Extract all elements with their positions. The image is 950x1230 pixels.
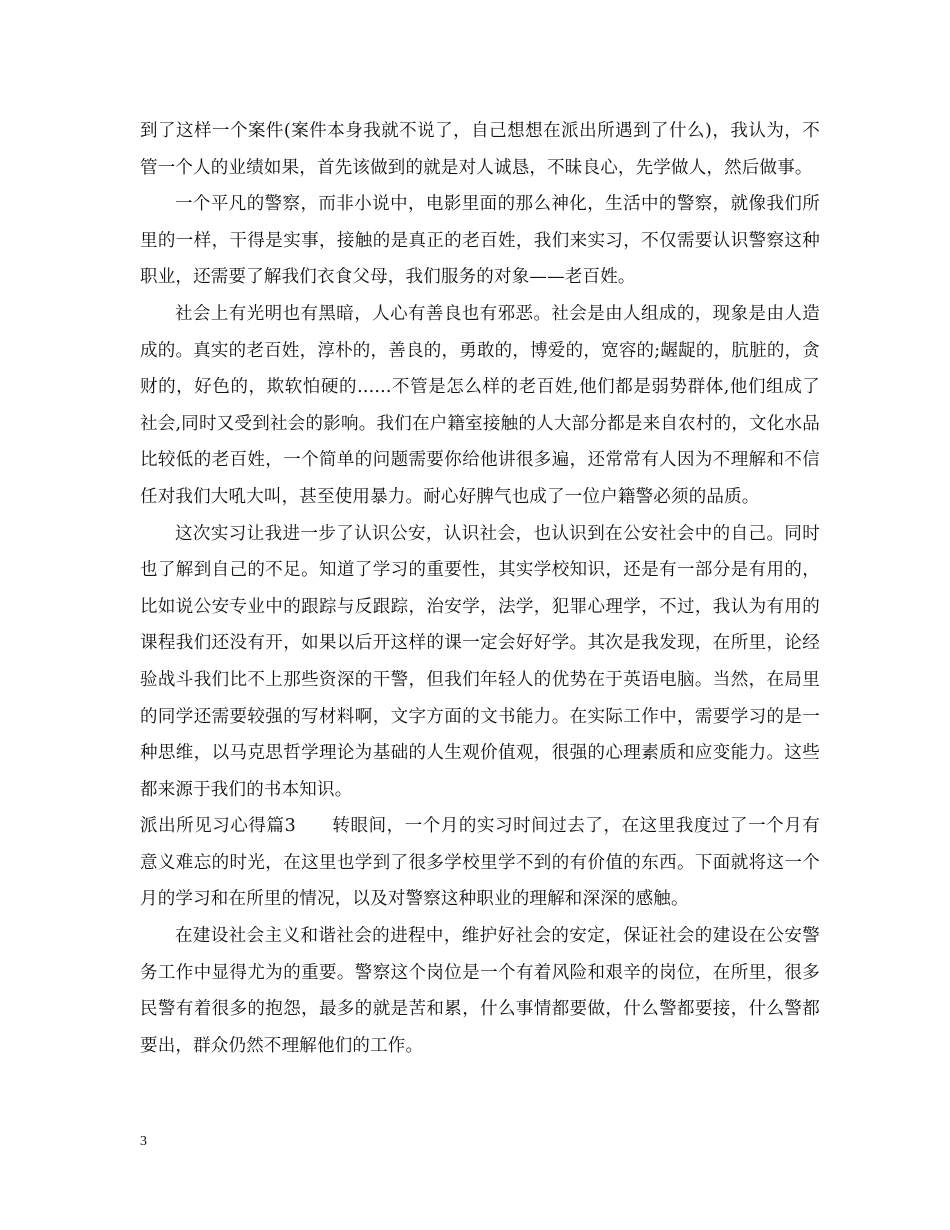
paragraph: 社会上有光明也有黑暗，人心有善良也有邪恶。社会是由人组成的，现象是由人造成的。真实的老百姓，淳朴的，善良的，勇敢的，博爱的，宽容的;龌龊的，肮脏的，贪财的，好色的，欺软怕硬的......不管是怎么样的老百姓,他们都是弱势群体,他们组成了社会,同时又受到社会的影响。我们在户籍室接触的人大部分都是来自农村的，文化水品比较低的老百姓，一个简单的问题需要你给他讲很多遍，还常常有人因为不理解和不信任对我们大吼大叫，甚至使用暴力。耐心好脾气也成了一位户籍警必须的品质。 bbox=[140, 303, 820, 507]
paragraph: 这次实习让我进一步了认识公安，认识社会，也认识到在公安社会中的自己。同时也了解到自己的不足。知道了学习的重要性，其实学校知识，还是有一部分是有用的，比如说公安专业中的跟踪与反跟踪，治安学，法学，犯罪心理学，不过，我认为有用的课程我们还没有开，如果以后开这样的课一定会好好学。其次是我发现，在所里，论经验战斗我们比不上那些资深的干警，但我们年轻人的优势在于英语电脑。当然，在局里的同学还需要较强的写材料啊，文字方面的文书能力。在实际工作中，需要学习的是一种思维，以马克思哲学理论为基础的人生观价值观，很强的心理素质和应变能力。这些都来源于我们的书本知识。 bbox=[140, 523, 820, 800]
paragraph: 到了这样一个案件(案件本身我就不说了，自己想想在派出所遇到了什么)，我认为，不管一个人的业绩如果，首先该做到的就是对人诚恳，不昧良心，先学做人，然后做事。 bbox=[140, 121, 820, 178]
paragraph-section-heading: 派出所见习心得篇3 转眼间，一个月的实习时间过去了，在这里我度过了一个月有意义难忘的时光，在这里也学到了很多学校里学不到的有价值的东西。下面就将这一个月的学习和在所里的情况，以及对警察这种职业的理解和深深的感触。 bbox=[140, 816, 820, 910]
paragraph: 一个平凡的警察，而非小说中，电影里面的那么神化，生活中的警察，就像我们所里的一样，干得是实事，接触的是真正的老百姓，我们来实习，不仅需要认识警察这种职业，还需要了解我们衣食父母，我们服务的对象——老百姓。 bbox=[140, 194, 820, 288]
page-number: 3 bbox=[140, 1134, 147, 1149]
body-text bbox=[140, 113, 820, 1064]
paragraph: 在建设社会主义和谐社会的进程中，维护好社会的安定，保证社会的建设在公安警务工作中显得尤为的重要。警察这个岗位是一个有着风险和艰辛的岗位，在所里，很多民警有着很多的抱怨，最多的就是苦和累，什么事情都要做，什么警都要接，什么警都要出，群众仍然不理解他们的工作。 bbox=[140, 926, 820, 1056]
